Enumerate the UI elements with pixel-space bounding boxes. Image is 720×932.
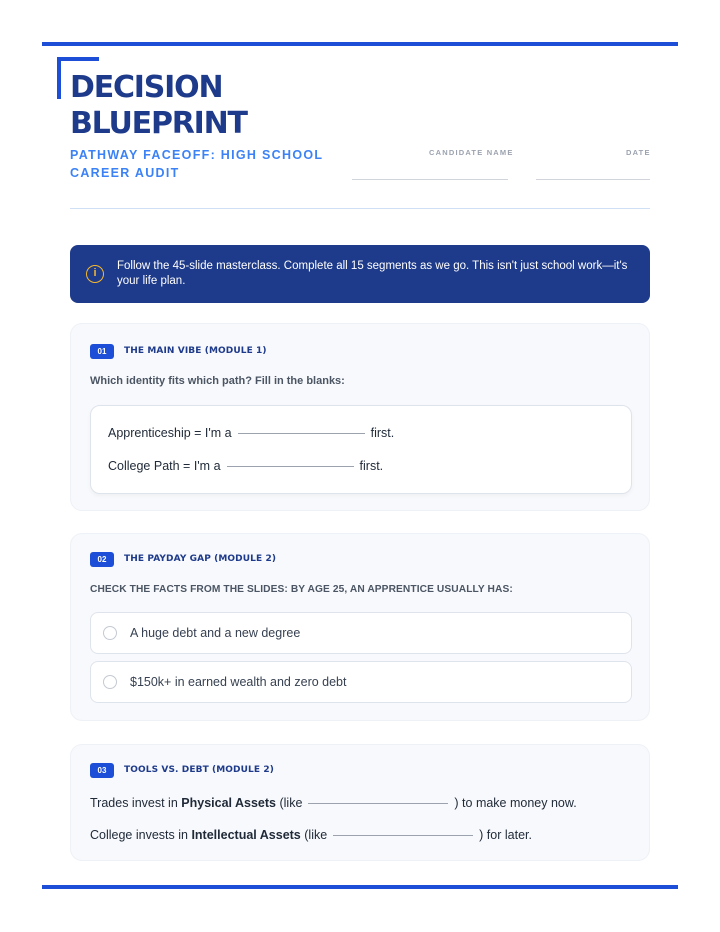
page-subtitle: PATHWAY FACEOFF: HIGH SCHOOL CAREER AUDIT bbox=[70, 148, 324, 180]
blank-input[interactable] bbox=[238, 433, 365, 434]
section-title: TOOLS VS. DEBT (MODULE 2) bbox=[124, 765, 274, 775]
radio-button[interactable] bbox=[103, 626, 117, 640]
option-label: $150k+ in earned wealth and zero debt bbox=[130, 675, 347, 689]
answer-option[interactable] bbox=[90, 661, 632, 703]
section-number-badge: 02 bbox=[90, 552, 114, 567]
info-icon: i bbox=[86, 265, 104, 283]
fill-row: Apprenticeship = I'm a first. bbox=[108, 426, 395, 440]
blank-input[interactable] bbox=[308, 803, 448, 804]
section-card-01 bbox=[70, 323, 650, 511]
candidate-name-label: CANDIDATE NAME bbox=[429, 148, 514, 157]
top-rule bbox=[42, 42, 678, 46]
section-number-badge: 01 bbox=[90, 344, 114, 359]
section-title: THE MAIN VIBE (MODULE 1) bbox=[124, 346, 267, 356]
candidate-name-field[interactable] bbox=[352, 179, 508, 180]
date-label: DATE bbox=[626, 148, 651, 157]
blank-input[interactable] bbox=[227, 466, 354, 467]
fill-row: College Path = I'm a first. bbox=[108, 459, 384, 473]
fill-row: College invests in Intellectual Assets (like ) for later. bbox=[90, 828, 532, 842]
fill-in-box bbox=[90, 405, 632, 494]
section-card-03 bbox=[70, 744, 650, 861]
option-label: A huge debt and a new degree bbox=[130, 626, 301, 640]
fill-row: Trades invest in Physical Assets (like ) to make money now. bbox=[90, 796, 577, 810]
bottom-rule bbox=[42, 885, 678, 889]
section-prompt: CHECK THE FACTS FROM THE SLIDES: BY AGE 25, AN APPRENTICE USUALLY HAS: bbox=[90, 584, 513, 595]
section-number-badge: 03 bbox=[90, 763, 114, 778]
section-title: THE PAYDAY GAP (MODULE 2) bbox=[124, 554, 277, 564]
answer-option[interactable] bbox=[90, 612, 632, 654]
blank-input[interactable] bbox=[333, 835, 473, 836]
section-prompt: Which identity fits which path? Fill in the blanks: bbox=[90, 375, 345, 387]
header-divider bbox=[70, 208, 650, 209]
instruction-banner bbox=[70, 245, 650, 303]
date-field[interactable] bbox=[536, 179, 650, 180]
page-title: DECISION BLUEPRINT bbox=[70, 70, 247, 141]
section-card-02 bbox=[70, 533, 650, 721]
radio-button[interactable] bbox=[103, 675, 117, 689]
banner-text: Follow the 45-slide masterclass. Complete all 15 segments as we go. This isn't just school work—it's your life plan. bbox=[117, 260, 628, 287]
